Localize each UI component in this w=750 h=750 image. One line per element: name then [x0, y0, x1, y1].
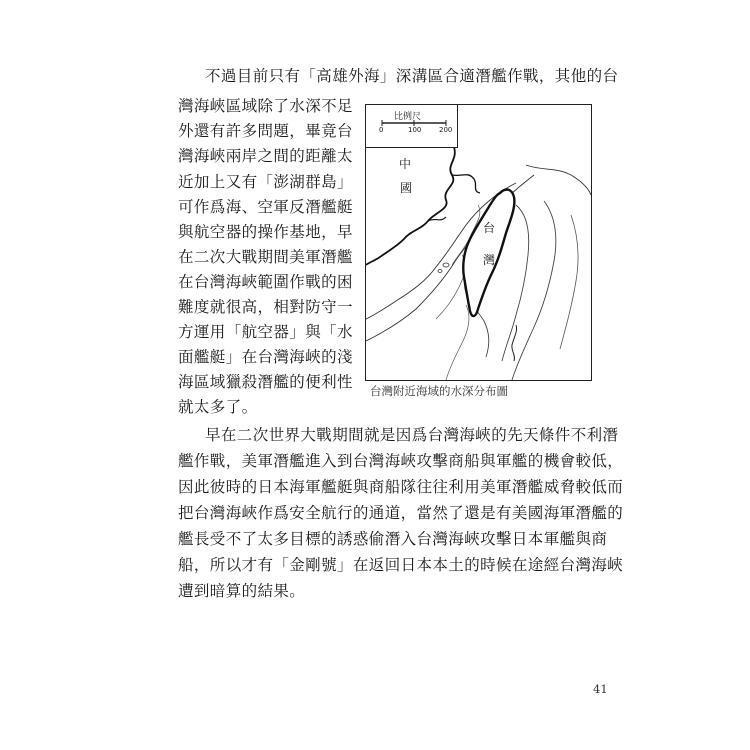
map-label-china: 中 — [399, 157, 412, 171]
map-label-china: 國 — [400, 181, 413, 195]
text-line: 近加上又有「澎湖群島」 — [178, 173, 353, 191]
scale-tick-label: 0 — [379, 126, 384, 134]
figure-caption: 台灣附近海域的水深分布圖 — [370, 384, 508, 398]
text-line: 把台灣海峽作爲安全航行的通道，當然了還是有美國海軍潛艦的 — [178, 504, 624, 522]
text-line: 面艦艇」在台灣海峽的淺 — [178, 348, 353, 366]
text-line: 外還有許多問題，畢竟台 — [178, 122, 353, 140]
text-line: 可作爲海、空軍反潛艦艇 — [178, 198, 353, 216]
text-line: 與航空器的操作基地，早 — [178, 223, 353, 241]
text-line: 在台灣海峽範圍作戰的困 — [178, 273, 353, 291]
text-line: 艦長受不了太多目標的誘惑偷潛入台灣海峽攻擊日本軍艦與商 — [178, 530, 608, 548]
text-line: 灣海峽區域除了水深不足 — [178, 97, 353, 115]
text-line: 艦作戰，美軍潛艦進入到台灣海峽攻擊商船與軍艦的機會較低， — [178, 452, 624, 470]
text-line: 不過目前只有「高雄外海」深溝區合適潛艦作戰，其他的台 — [205, 67, 619, 85]
text-line: 灣海峽兩岸之間的距離太 — [178, 147, 353, 165]
page-number: 41 — [593, 682, 608, 696]
text-line: 遭到暗算的結果。 — [178, 582, 306, 600]
text-line: 難度就很高，相對防守一 — [178, 298, 353, 316]
text-line: 就太多了。 — [178, 398, 258, 416]
text-line: 船，所以才有「金剛號」在返回日本本土的時候在途經台灣海峽 — [178, 556, 624, 574]
map-label-taiwan: 灣 — [483, 253, 496, 267]
text-line: 因此彼時的日本海軍艦艇與商船隊往往利用美軍潛艦威脅較低而 — [178, 478, 624, 496]
map-scale-legend — [366, 105, 458, 148]
text-line: 海區域獵殺潛艦的便利性 — [178, 373, 353, 391]
scale-title: 比例尺 — [394, 112, 422, 122]
scale-tick-label: 200 — [439, 126, 453, 134]
depth-map-figure — [365, 104, 592, 381]
text-line: 早在二次世界大戰期間就是因爲台灣海峽的先天條件不利潛 — [205, 426, 619, 444]
scale-tick-label: 100 — [408, 126, 422, 134]
map-label-taiwan: 台 — [483, 221, 496, 235]
text-line: 在二次大戰期間美軍潛艦 — [178, 248, 353, 266]
text-line: 方運用「航空器」與「水 — [178, 323, 353, 341]
